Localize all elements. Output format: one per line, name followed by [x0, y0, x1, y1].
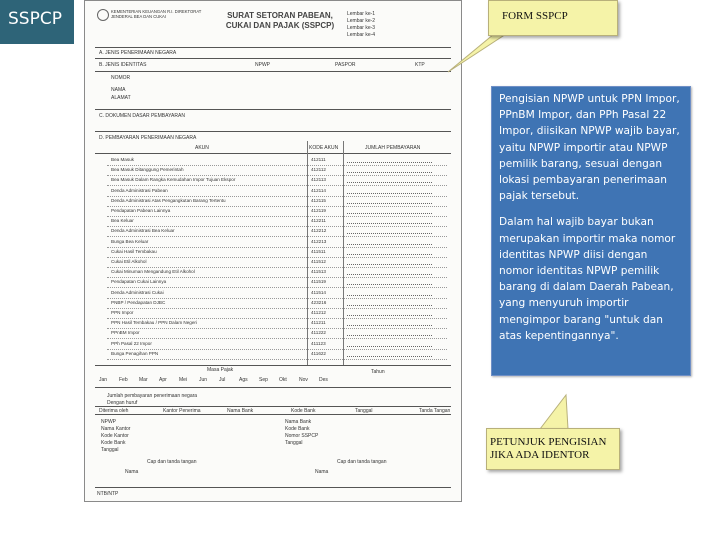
form-title: SURAT SETORAN PABEAN, CUKAI DAN PAJAK (SSPCP) — [225, 11, 335, 30]
form-row-label: Bea Masuk — [111, 157, 134, 162]
form-row-code: 411622 — [311, 350, 326, 356]
form-row-code: 412114 — [311, 187, 326, 193]
form-row-amount — [347, 159, 432, 163]
footer-col-label: Kode Bank — [291, 408, 316, 414]
form-row-label: Denda Administrasi Atas Pengangkutan Barang Tertentu — [111, 197, 226, 203]
form-row-label: Bunga Penagihan PPN — [111, 350, 159, 356]
form-row-amount — [347, 251, 432, 255]
form-row-amount — [347, 200, 432, 204]
info-paragraph-1: Pengisian NPWP untuk PPN Impor, PPnBM Impor, dan PPh Pasal 22 Impor, diisikan NPWP wajib bayar, yaitu NPWP importir atau NPWP pemilik barang, sesuai dengan lokasi pembayaran penerimaan pajak tersebut. — [499, 93, 680, 203]
section-b-label: B. JENIS IDENTITAS — [99, 62, 147, 68]
npwp-info-box — [491, 86, 691, 376]
nama-left: Nama — [125, 469, 139, 475]
field-alamat: ALAMAT — [111, 95, 131, 101]
ntb-label: NTB/NTP — [97, 491, 119, 497]
form-row-amount — [347, 332, 432, 336]
footer-col-label: Nama Bank — [227, 408, 254, 414]
identity-paspor: PASPOR — [335, 62, 356, 68]
form-row-code: 412113 — [311, 177, 326, 183]
month-cell: Nov — [299, 377, 308, 383]
form-row-amount — [347, 353, 432, 357]
footer-col-label: Tanggal — [355, 408, 373, 414]
callout-petunjuk-tail — [528, 392, 578, 432]
identity-npwp: NPWP — [255, 62, 270, 68]
tahun-label: Tahun — [371, 369, 385, 375]
form-row-code: 412112 — [311, 167, 326, 173]
month-cell: Jan — [99, 377, 108, 383]
sspcp-badge — [0, 0, 74, 44]
jumlah-pembayaran-label: Jumlah pembayaran penerimaan negara — [107, 393, 198, 399]
month-cell: Mar — [139, 377, 148, 383]
form-ministry: KEMENTERIAN KEUANGAN R.I. DIREKTORAT JENDERAL BEA DAN CUKAI — [111, 9, 202, 19]
field-nomor: NOMOR — [111, 75, 131, 81]
info-paragraph-2: Dalam hal wajib bayar bukan merupakan importir maka nomor identitas NPWP diisi dengan nomor identitas NPWP pemilik barang di dalam Daerah Pabean, yang menyuruh importir mengimpor barang "untuk dan atas kepentingannya". — [499, 216, 676, 342]
form-row-amount — [347, 312, 432, 316]
form-row-code: 412211 — [311, 218, 326, 224]
nama-right: Nama — [315, 469, 329, 475]
form-row-code: 412213 — [311, 238, 327, 244]
form-row-label: Bea Keluar — [111, 218, 134, 224]
form-row-amount — [347, 322, 432, 326]
form-row-code: 412119 — [311, 208, 326, 213]
month-cell: Sep — [259, 377, 268, 383]
identity-ktp: KTP — [415, 62, 425, 68]
sign-label-left: Cap dan tanda tangan — [147, 459, 197, 465]
month-cell: Feb — [119, 377, 128, 383]
footer-left-field: Kode Kantor — [101, 433, 129, 439]
form-row-amount — [347, 292, 432, 296]
form-row-code: 412111 — [311, 157, 326, 162]
form-row-amount — [347, 343, 432, 347]
form-row-label: PPN Impor — [111, 310, 134, 315]
ministry-logo-icon — [97, 9, 109, 21]
dengan-huruf-label: Dengan huruf — [107, 400, 138, 406]
footer-left-field: Tanggal — [101, 447, 119, 453]
form-row-label: Bea Masuk Dalam Rangka Kemudahan Impor Tujuan Ekspor — [111, 177, 236, 183]
form-row-label: Bea Masuk Ditanggung Pemerintah — [111, 167, 184, 173]
form-row-label: Cukai Hasil Tembakau — [111, 248, 157, 254]
field-nama: NAMA — [111, 87, 126, 93]
form-row-code: 411513 — [311, 269, 326, 275]
month-cell: Des — [319, 377, 328, 383]
footer-col-label: Diterima oleh — [99, 408, 129, 414]
form-row-amount — [347, 220, 432, 224]
form-row-amount — [347, 179, 432, 183]
badge-text: SSPCP — [8, 9, 62, 29]
footer-left-field: Nama Kantor — [101, 426, 131, 432]
form-row-label: Denda Administrasi Cukai — [111, 289, 164, 295]
form-row-code: 412115 — [311, 197, 326, 203]
form-row-code: 411212 — [311, 310, 326, 315]
month-cell: Mei — [179, 377, 188, 383]
form-row-label: Cukai Etil Alkohol — [111, 259, 147, 264]
form-row-amount — [347, 261, 432, 265]
callout-form-sspcp — [488, 0, 618, 36]
footer-right-field: Nomor SSPCP — [285, 433, 319, 439]
col-akun: AKUN — [195, 145, 209, 151]
form-row-code: 411512 — [311, 259, 326, 264]
footer-right-field: Nama Bank — [285, 419, 312, 425]
month-cell: Apr — [159, 377, 167, 383]
form-row-amount — [347, 302, 432, 306]
callout-petunjuk-text: PETUNJUK PENGISIAN JIKA ADA IDENTOR — [490, 436, 607, 461]
callout-form-sspcp-text: FORM SSPCP — [502, 10, 568, 22]
section-a-label: A. JENIS PENERIMAAN NEGARA — [99, 50, 177, 56]
month-cell: Okt — [279, 377, 287, 383]
form-row-code: 411123 — [311, 340, 326, 346]
footer-right-field: Kode Bank — [285, 426, 310, 432]
form-row-label: Denda Administrasi Pabean — [111, 187, 168, 193]
copy-label-3: Lembar ke-3 — [347, 25, 376, 31]
footer-left-field: Kode Bank — [101, 440, 126, 446]
form-row-code: 412212 — [311, 228, 327, 234]
month-cell: Jun — [199, 377, 208, 383]
form-row-label: PPh Pasal 22 Impor — [111, 340, 152, 346]
form-row-label: Bunga Bea Keluar — [111, 238, 149, 244]
sspcp-form-image — [84, 0, 462, 502]
form-row-label: Pendapatan Cukai Lainnya — [111, 279, 167, 285]
copy-label-2: Lembar ke-2 — [347, 18, 376, 24]
form-row-amount — [347, 190, 432, 194]
form-row-code: 423216 — [311, 299, 327, 305]
callout-petunjuk — [486, 428, 620, 470]
footer-left-field: NPWP — [101, 419, 116, 425]
form-row-label: Cukai Minuman Mengandung Etil Alkohol — [111, 269, 195, 275]
month-cell: Jul — [219, 377, 226, 383]
form-row-code: 411511 — [311, 248, 326, 254]
footer-col-label: Kantor Penerima — [163, 408, 201, 414]
footer-col-label: Tanda Tangan — [419, 408, 451, 414]
col-jumlah: JUMLAH PEMBAYARAN — [365, 145, 421, 151]
form-row-amount — [347, 281, 432, 285]
section-d-label: D. PEMBAYARAN PENERIMAAN NEGARA — [99, 135, 197, 141]
form-row-label: Denda Administrasi Bea Keluar — [111, 228, 175, 234]
form-row-code: 411519 — [311, 279, 326, 285]
form-row-code: 411222 — [311, 330, 326, 336]
form-row-amount — [347, 271, 432, 275]
form-row-amount — [347, 230, 432, 234]
col-kode-akun: KODE AKUN — [309, 145, 339, 151]
form-row-amount — [347, 241, 432, 245]
form-row-amount — [347, 169, 432, 173]
sign-label-right: Cap dan tanda tangan — [337, 459, 387, 465]
form-row-code: 411514 — [311, 289, 326, 295]
month-cell: Ags — [239, 377, 248, 383]
copy-label-1: Lembar ke-1 — [347, 11, 376, 17]
section-c-label: C. DOKUMEN DASAR PEMBAYARAN — [99, 113, 185, 119]
form-row-code: 411211 — [311, 320, 326, 326]
form-row-label: PPN Hasil Tembakau / PPN Dalam Negeri — [111, 320, 197, 326]
form-row-label: PNBP / Pendapatan DJBC — [111, 299, 166, 305]
copy-label-4: Lembar ke-4 — [347, 32, 376, 38]
footer-right-field: Tanggal — [285, 440, 303, 446]
form-row-label: PPnBM Impor — [111, 330, 140, 336]
form-row-label: Pendapatan Pabean Lainnya — [111, 208, 171, 213]
masa-pajak-label: Masa Pajak — [207, 367, 234, 373]
form-row-amount — [347, 210, 432, 214]
